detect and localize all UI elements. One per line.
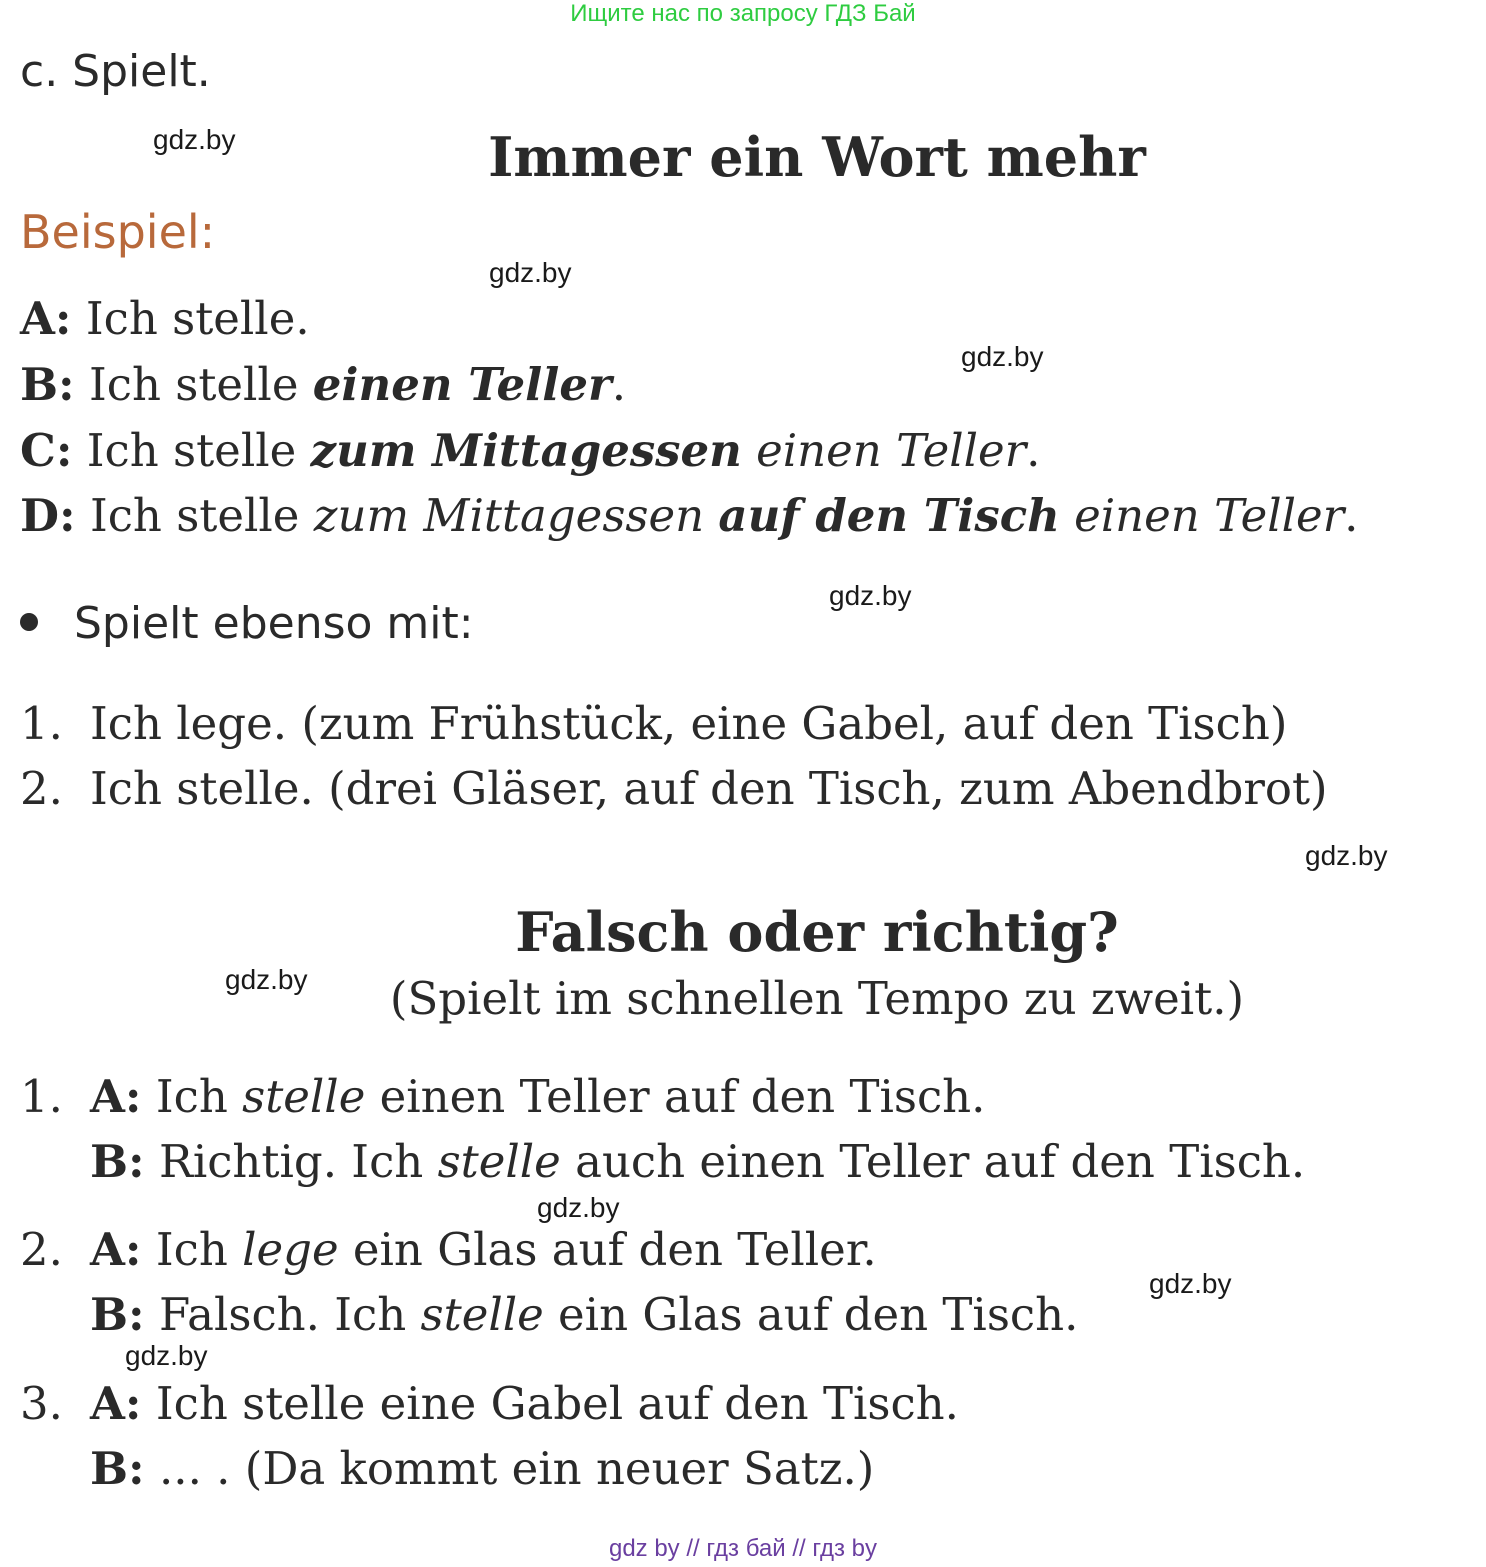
footer: gdz by // гдз бай // гдз by xyxy=(608,1535,878,1562)
watermark: gdz.by xyxy=(225,964,308,995)
section-label: c. Spielt. xyxy=(20,46,211,97)
dialog-a: 2. A: Ich lege ein Glas auf den Teller. xyxy=(20,1223,877,1276)
dialog-b: B: Falsch. Ich stelle ein Glas auf den Tisch. xyxy=(90,1288,1079,1341)
watermark: gdz.by xyxy=(1305,840,1388,871)
watermark: gdz.by xyxy=(537,1192,620,1223)
game-title: Immer ein Wort mehr xyxy=(488,125,1146,189)
watermark: gdz.by xyxy=(153,124,236,155)
bullet-icon xyxy=(20,613,38,631)
dialog-a: 3. A: Ich stelle eine Gabel auf den Tisch. xyxy=(20,1377,959,1430)
task-item: 1. Ich lege. (zum Frühstück, eine Gabel, auf den Tisch) xyxy=(20,697,1288,750)
example-line-b: B: Ich stelle einen Teller. xyxy=(20,358,627,411)
watermark: gdz.by xyxy=(489,257,572,288)
watermark: gdz.by xyxy=(961,341,1044,372)
example-label: Beispiel: xyxy=(20,205,216,259)
dialog-b: B: ... . (Da kommt ein neuer Satz.) xyxy=(90,1442,875,1495)
top-banner: Ищите нас по запросу ГДЗ Бай xyxy=(570,0,916,27)
game-subtitle: (Spielt im schnellen Tempo zu zweit.) xyxy=(389,972,1245,1025)
watermark: gdz.by xyxy=(829,580,912,611)
instruction: Spielt ebenso mit: xyxy=(20,598,474,649)
game-title-2: Falsch oder richtig? xyxy=(515,900,1119,964)
task-item: 2. Ich stelle. (drei Gläser, auf den Tisch, zum Abendbrot) xyxy=(20,762,1328,815)
watermark: gdz.by xyxy=(125,1340,208,1371)
example-line-d: D: Ich stelle zum Mittagessen auf den Tisch einen Teller. xyxy=(20,489,1359,542)
dialog-b: B: Richtig. Ich stelle auch einen Teller auf den Tisch. xyxy=(90,1135,1306,1188)
example-line-c: C: Ich stelle zum Mittagessen einen Teller. xyxy=(20,424,1041,477)
dialog-a: 1. A: Ich stelle einen Teller auf den Tisch. xyxy=(20,1070,986,1123)
watermark: gdz.by xyxy=(1149,1268,1232,1299)
example-line-a: A: Ich stelle. xyxy=(20,292,310,345)
